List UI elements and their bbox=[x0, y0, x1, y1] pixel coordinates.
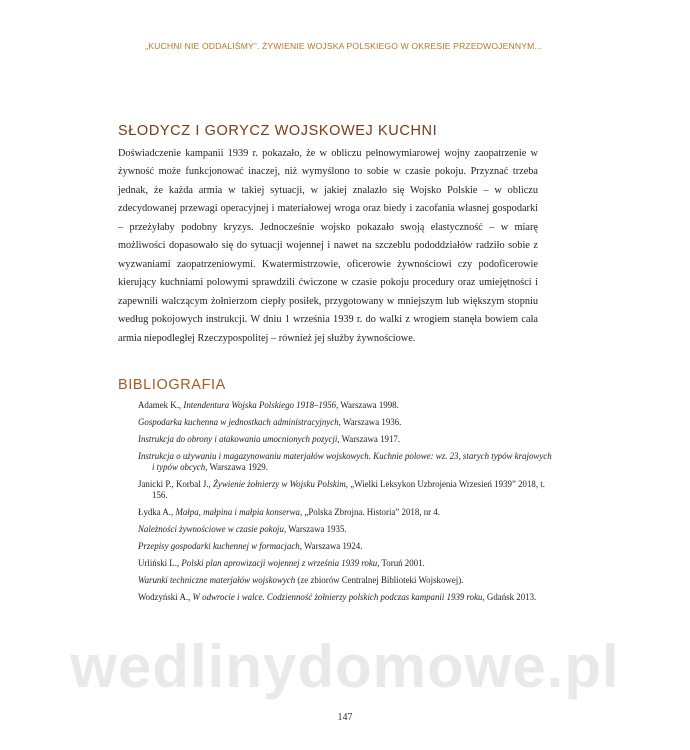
bibliography-heading: BIBLIOGRAFIA bbox=[118, 377, 226, 393]
bibliography-entry: Przepisy gospodarki kuchennej w formacjach, Warszawa 1924. bbox=[138, 541, 363, 552]
section-heading: SŁODYCZ I GORYCZ WOJSKOWEJ KUCHNI bbox=[118, 123, 438, 139]
bibliography-entry: Urliński L., Polski plan aprowizacji wojennej z września 1939 roku, Toruń 2001. bbox=[138, 558, 425, 569]
bibliography-entry: Łydka A., Małpa, małpina i małpia konserwa, „Polska Zbrojna. Historia” 2018, nr 4. bbox=[138, 507, 440, 518]
bibliography-entry: Warunki techniczne materjałów wojskowych (ze zbiorów Centralnej Biblioteki Wojskowej). bbox=[138, 574, 464, 585]
running-header: „KUCHNI NIE ODDALIŚMY”. ŻYWIENIE WOJSKA POLSKIEGO W OKRESIE PRZEDWOJENNYM... bbox=[145, 41, 542, 51]
bibliography-list bbox=[138, 400, 552, 609]
bibliography-entry: Należności żywnościowe w czasie pokoju, Warszawa 1935. bbox=[138, 524, 347, 535]
watermark: wedlinydomowe.pl bbox=[70, 633, 620, 700]
bibliography-entry: Janicki P., Korbal J., Żywienie żołnierzy w Wojsku Polskim, „Wielki Leksykon Uzbrojenia Wrzesień 1939” 2018, t. 156. bbox=[138, 479, 545, 501]
bibliography-entry: Instrukcja do obrony i atakowania umocnionych pozycji, Warszawa 1917. bbox=[138, 433, 401, 444]
bibliography-entry: Gospodarka kuchenna w jednostkach administracyjnych, Warszawa 1936. bbox=[138, 416, 402, 427]
body-paragraph: Doświadczenie kampanii 1939 r. pokazało, że w obliczu pełnowymiarowej wojny zaopatrzenie w żywność może funkcjonować inaczej, niż wymyślono to sobie w czasie pokoju. Przyznać trzeba jednak, że każda armia w takiej sytuacji, w jakiej znalazło się Wojsko Polskie – w obliczu zdecydowanej przewagi operacyjnej i materiałowej wroga oraz biedy i zacofania własnej gospodarki – przeżyłaby podobny kryzys. Jednocześnie wojsko pokazało swoją elastyczność – w miarę możliwości dopasowało się do sytuacji wojennej i nawet na szczeblu pododdziałów radziło sobie z wyzwaniami zaopatrzeniowymi. Kwatermistrzowie, oficerowie żywnościowi czy podoficerowie kierujący kuchniami polowymi sprawdzili ćwiczone w czasie pokoju procedury oraz umiejętności i zapewnili walczącym żołnierzom ciepły posiłek, przygotowany w mniejszym lub większym stopniu według pokojowych instrukcji. W dniu 1 września 1939 r. do walki z wrogiem stanęła bowiem cała armia niepodległej Rzeczypospolitej – również jej służby żywnościowe. bbox=[118, 148, 538, 344]
bibliography-entry: Wodzyński A., W odwrocie i walce. Codzienność żołnierzy polskich podczas kampanii 1939 roku, Gdańsk 2013. bbox=[138, 591, 537, 602]
page-number: 147 bbox=[337, 712, 353, 723]
bibliography-entry: Instrukcja o używaniu i magazynowaniu materjałów wojskowych. Kuchnie polowe: wz. 23, starych typów krajowych i typów obcych, Warszawa 1929. bbox=[138, 450, 552, 473]
bibliography-entry: Adamek K., Intendentura Wojska Polskiego 1918–1956, Warszawa 1998. bbox=[138, 400, 399, 410]
